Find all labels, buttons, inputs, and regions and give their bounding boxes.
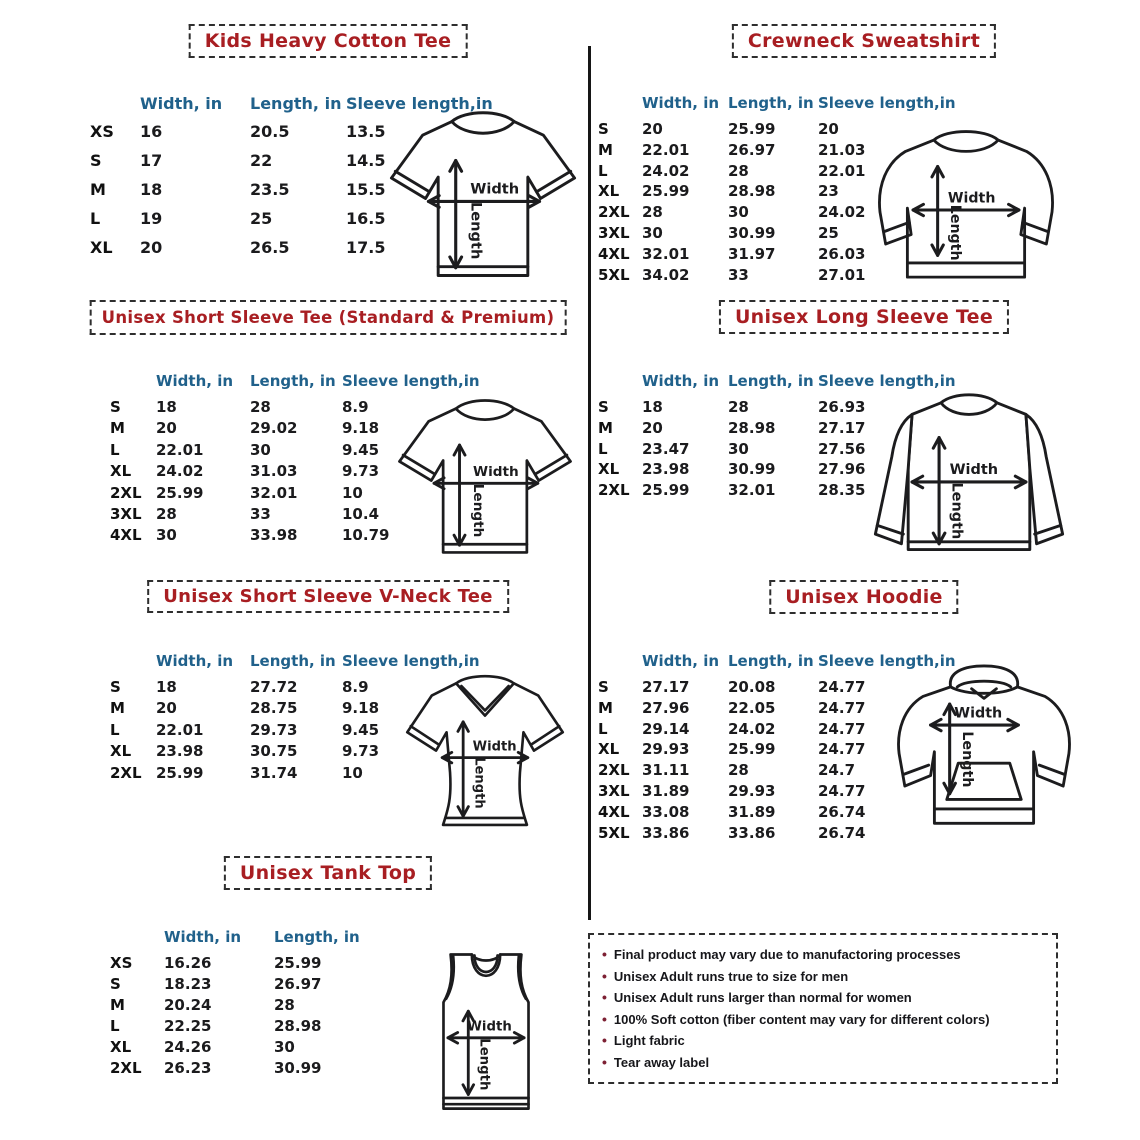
measurement-value: 18 [156,678,177,696]
column-header: Sleeve length,in [342,651,480,670]
size-label: S [598,120,609,138]
measurement-value: 13.5 [346,122,386,141]
size-label: XL [598,182,620,201]
note-text: Tear away label [613,1054,710,1070]
note-item [602,987,1044,1009]
size-label: M [598,140,613,159]
length-label: Length [948,482,965,540]
measurement-value: 22.01 [818,161,866,180]
sweatshirt-illustration [862,122,1070,298]
column-header: Length, in [274,927,360,946]
measurement-value: 22.01 [156,440,204,459]
note-item [602,1009,1044,1031]
size-label: L [110,440,120,459]
measurement-value: 28 [642,203,663,222]
measurement-value: 30 [728,439,749,458]
measurement-value: 25 [818,223,839,242]
measurement-value: 24.02 [642,161,690,180]
column-header: Sleeve length,in [818,371,956,390]
measurement-value: 31.89 [642,781,690,800]
measurement-value: 24.7 [818,761,856,780]
measurement-value: 28 [728,761,749,780]
width-label: Width [470,180,520,198]
measurement-value: 16.5 [346,209,386,228]
column-header: Width, in [642,93,720,112]
size-label: M [110,699,125,718]
measurement-value: 26.93 [818,398,866,416]
width-label: Width [467,1019,512,1035]
measurement-value: 23.98 [156,742,204,761]
tshirt-illustration [384,104,582,294]
measurement-value: 17.5 [346,238,386,257]
panel-unisex-long-sleeve-tee [590,300,1138,580]
measurement-value: 27.72 [250,678,298,696]
size-label: M [598,418,613,437]
measurement-value: 28 [728,161,749,180]
measurement-value: 10.4 [342,504,380,523]
measurement-value: 20 [140,238,163,257]
measurement-value: 33.86 [728,823,776,842]
measurement-value: 28.98 [728,418,776,437]
size-label: L [598,439,608,458]
measurement-value: 9.45 [342,720,380,739]
measurement-value: 20.24 [164,996,212,1014]
measurement-value: 28 [250,398,271,416]
note-text: Unisex Adult runs true to size for men [613,968,849,984]
size-label: S [110,398,121,416]
size-label: 3XL [598,223,630,242]
panel-title: Crewneck Sweatshirt [732,24,996,58]
measurement-value: 9.18 [342,419,380,438]
measurement-value: 16.26 [164,954,212,972]
measurement-value: 26.23 [164,1059,212,1077]
measurement-value: 25.99 [156,483,204,502]
measurement-value: 26.03 [818,244,866,263]
column-header: Width, in [642,371,720,390]
corner-cell [110,945,164,954]
measurement-value: 30 [728,203,749,222]
measurement-value: 28.98 [728,182,776,201]
measurement-value: 30.99 [728,460,776,479]
measurement-value: 23.5 [250,180,290,199]
tshirt-illustration [394,392,576,570]
note-item [602,944,1044,966]
measurement-value: 26.97 [274,975,322,993]
measurement-value: 20 [156,419,177,438]
size-label: 3XL [598,781,630,800]
size-label: 2XL [110,1059,142,1077]
note-text: Light fabric [613,1033,685,1048]
measurement-value: 20 [156,699,177,718]
size-label: M [110,419,125,438]
column-header: Length, in [728,651,814,670]
measurement-value: 30 [642,223,663,242]
size-label: XL [110,462,132,481]
note-text: Unisex Adult runs larger than normal for women [613,990,912,1005]
size-label: 2XL [598,481,630,500]
measurement-value: 20.08 [728,678,776,696]
size-label: XS [110,954,133,972]
column-header: Width, in [156,651,234,670]
column-header: Length, in [728,93,814,112]
measurement-value: 10 [342,763,363,782]
panel-unisex-v-neck-tee [72,580,584,852]
size-label: 5XL [598,823,630,842]
measurement-value: 28 [728,398,749,416]
measurement-value: 18 [140,180,163,199]
panel-crewneck-sweatshirt [590,24,1138,300]
measurement-value: 28.35 [818,481,866,500]
notes-list [602,944,1044,1073]
note-item [602,1052,1044,1074]
measurement-value: 25.99 [156,763,204,782]
corner-cell [110,389,156,398]
length-label: Length [467,201,485,260]
measurement-value: 28.98 [274,1017,322,1035]
length-label: Length [476,1038,492,1091]
note-item [602,966,1044,988]
measurement-value: 24.77 [818,678,866,696]
measurement-value: 28.75 [250,699,298,718]
measurement-value: 31.11 [642,761,690,780]
measurement-value: 22.01 [642,140,690,159]
measurement-value: 30 [156,526,177,545]
measurement-value: 23.47 [642,439,690,458]
measurement-value: 10.79 [342,526,390,545]
size-label: L [598,719,608,738]
measurement-value: 32.01 [250,483,298,502]
measurement-value: 25 [250,209,273,228]
size-label: 2XL [110,483,142,502]
note-item [602,1030,1044,1052]
measurement-value: 9.73 [342,462,380,481]
bullet-icon: • [602,1053,607,1070]
size-label: S [598,398,609,416]
size-label: XL [598,740,620,759]
column-header: Length, in [728,371,814,390]
column-header: Sleeve length,in [342,371,480,390]
measurement-value: 21.03 [818,140,866,159]
measurement-value: 9.45 [342,440,380,459]
size-label: L [110,720,120,739]
measurement-value: 25.99 [642,182,690,201]
measurement-value: 15.5 [346,180,386,199]
measurement-value: 20.5 [250,122,290,141]
corner-cell [90,113,140,122]
measurement-value: 14.5 [346,151,386,170]
column-header: Sleeve length,in [818,651,956,670]
size-label: L [110,1017,120,1035]
column-header: Length, in [250,651,336,670]
measurement-value: 22 [250,151,273,170]
width-label: Width [954,705,1003,722]
size-label: S [110,975,121,993]
length-label: Length [946,204,963,261]
measurement-value: 29.93 [728,781,776,800]
measurement-value: 28 [156,504,177,523]
measurement-value: 26.74 [818,802,866,821]
measurement-value: 18.23 [164,975,212,993]
measurement-value: 30.99 [274,1059,322,1077]
size-label: L [90,209,101,228]
column-header: Sleeve length,in [346,94,493,114]
width-label: Width [949,462,999,479]
measurement-value: 32.01 [642,244,690,263]
measurement-value: 24.02 [728,719,776,738]
size-label: 4XL [598,802,630,821]
measurement-value: 19 [140,209,163,228]
measurement-value: 30 [250,440,271,459]
measurement-value: 8.9 [342,678,369,696]
measurement-value: 31.03 [250,462,298,481]
measurement-value: 30 [274,1038,295,1056]
measurement-value: 31.97 [728,244,776,263]
size-label: XL [110,1038,132,1056]
measurement-value: 22.01 [156,720,204,739]
measurement-value: 34.02 [642,265,690,284]
measurement-value: 33.08 [642,802,690,821]
measurement-value: 24.77 [818,698,866,717]
size-label: XS [90,122,114,141]
measurement-value: 24.26 [164,1038,212,1056]
measurement-value: 24.02 [156,462,204,481]
measurement-value: 25.99 [728,740,776,759]
size-table-kids [90,74,493,267]
measurement-value: 26.5 [250,238,290,257]
bullet-icon: • [602,989,607,1005]
measurement-value: 29.14 [642,719,690,738]
measurement-value: 27.96 [642,698,690,717]
measurement-value: 26.74 [818,823,866,842]
size-label: S [110,678,121,696]
measurement-value: 24.77 [818,781,866,800]
size-label: M [598,698,613,717]
measurement-value: 33.86 [642,823,690,842]
measurement-value: 20 [818,120,839,138]
measurement-value: 24.02 [818,203,866,222]
bullet-icon: • [602,1010,607,1027]
measurement-value: 18 [642,398,663,416]
size-label: 5XL [598,265,630,284]
measurement-value: 31.74 [250,763,298,782]
measurement-value: 27.96 [818,460,866,479]
panel-title: Unisex Short Sleeve Tee (Standard & Premium) [90,300,567,335]
size-label: L [598,161,608,180]
measurement-value: 9.18 [342,699,380,718]
product-notes-box [588,933,1058,1084]
measurement-value: 29.73 [250,720,298,739]
panel-kids-heavy-cotton-tee [72,24,584,296]
panel-unisex-short-sleeve-tee [72,300,584,578]
width-label: Width [472,739,517,755]
measurement-value: 33 [250,504,271,523]
measurement-value: 32.01 [728,481,776,500]
measurement-value: 24.77 [818,719,866,738]
measurement-value: 25.99 [274,954,322,972]
corner-cell [598,111,642,120]
measurement-value: 28 [274,996,295,1014]
column-header: Sleeve length,in [818,93,956,112]
size-label: 4XL [598,244,630,263]
column-header: Width, in [164,927,242,946]
measurement-value: 22.25 [164,1017,212,1035]
measurement-value: 23.98 [642,460,690,479]
measurement-value: 33.98 [250,526,298,545]
size-table-v-neck [110,632,480,785]
size-label: M [90,180,106,199]
measurement-value: 27.17 [818,418,866,437]
measurement-value: 17 [140,151,163,170]
size-label: 2XL [598,203,630,222]
measurement-value: 9.73 [342,742,380,761]
measurement-value: 27.56 [818,439,866,458]
measurement-value: 25.99 [642,481,690,500]
column-header: Width, in [140,94,223,114]
measurement-value: 27.01 [818,265,866,284]
measurement-value: 26.97 [728,140,776,159]
corner-cell [598,389,642,398]
note-text: 100% Soft cotton (fiber content may vary for different colors) [613,1011,990,1027]
measurement-value: 29.93 [642,740,690,759]
tank-top-illustration [424,944,548,1128]
size-table-tank [110,908,384,1080]
size-label: S [598,678,609,696]
measurement-value: 10 [342,483,363,502]
note-text: Final product may vary due to manufactoring processes [613,947,961,962]
size-label: XL [90,238,113,257]
measurement-value: 27.17 [642,678,690,696]
panel-title: Unisex Short Sleeve V-Neck Tee [147,580,509,613]
size-label: 3XL [110,504,142,523]
size-label: M [110,996,125,1014]
size-label: XL [598,460,620,479]
size-label: 2XL [598,761,630,780]
measurement-value: 24.77 [818,740,866,759]
panel-unisex-hoodie [590,580,1138,862]
panel-title: Unisex Long Sleeve Tee [719,300,1009,334]
panel-title: Unisex Tank Top [224,856,432,890]
measurement-value: 23 [818,182,839,201]
length-label: Length [471,757,487,809]
measurement-value: 29.02 [250,419,298,438]
v-neck-tee-illustration [402,666,568,844]
measurement-value: 30.99 [728,223,776,242]
measurement-value: 30.75 [250,742,298,761]
size-label: S [90,151,102,170]
column-header: Length, in [250,371,336,390]
panel-unisex-tank-top [72,856,584,1140]
hoodie-illustration [878,664,1090,850]
measurement-value: 31.89 [728,802,776,821]
corner-cell [110,669,156,678]
size-label: 2XL [110,763,142,782]
size-table-hoodie [598,632,956,844]
column-header: Width, in [642,651,720,670]
size-table-crewneck [598,74,956,286]
column-header: Length, in [250,94,342,114]
bullet-icon: • [602,1032,607,1048]
measurement-value: 25.99 [728,120,776,138]
size-label: 4XL [110,526,142,545]
measurement-value: 22.05 [728,698,776,717]
measurement-value: 20 [642,120,663,138]
length-label: Length [959,731,976,788]
bullet-icon: • [602,946,607,962]
bullet-icon: • [602,967,607,984]
long-sleeve-tee-illustration [858,388,1080,574]
measurement-value: 8.9 [342,398,369,416]
length-label: Length [470,483,487,538]
corner-cell [598,669,642,678]
measurement-value: 16 [140,122,163,141]
panel-title: Unisex Hoodie [769,580,958,614]
measurement-value: 20 [642,418,663,437]
width-label: Width [947,190,996,207]
size-label: XL [110,742,132,761]
panel-title: Kids Heavy Cotton Tee [189,24,468,58]
size-table-unisex-ss [110,352,480,548]
measurement-value: 18 [156,398,177,416]
measurement-value: 33 [728,265,749,284]
column-header: Width, in [156,371,234,390]
width-label: Width [473,463,519,480]
